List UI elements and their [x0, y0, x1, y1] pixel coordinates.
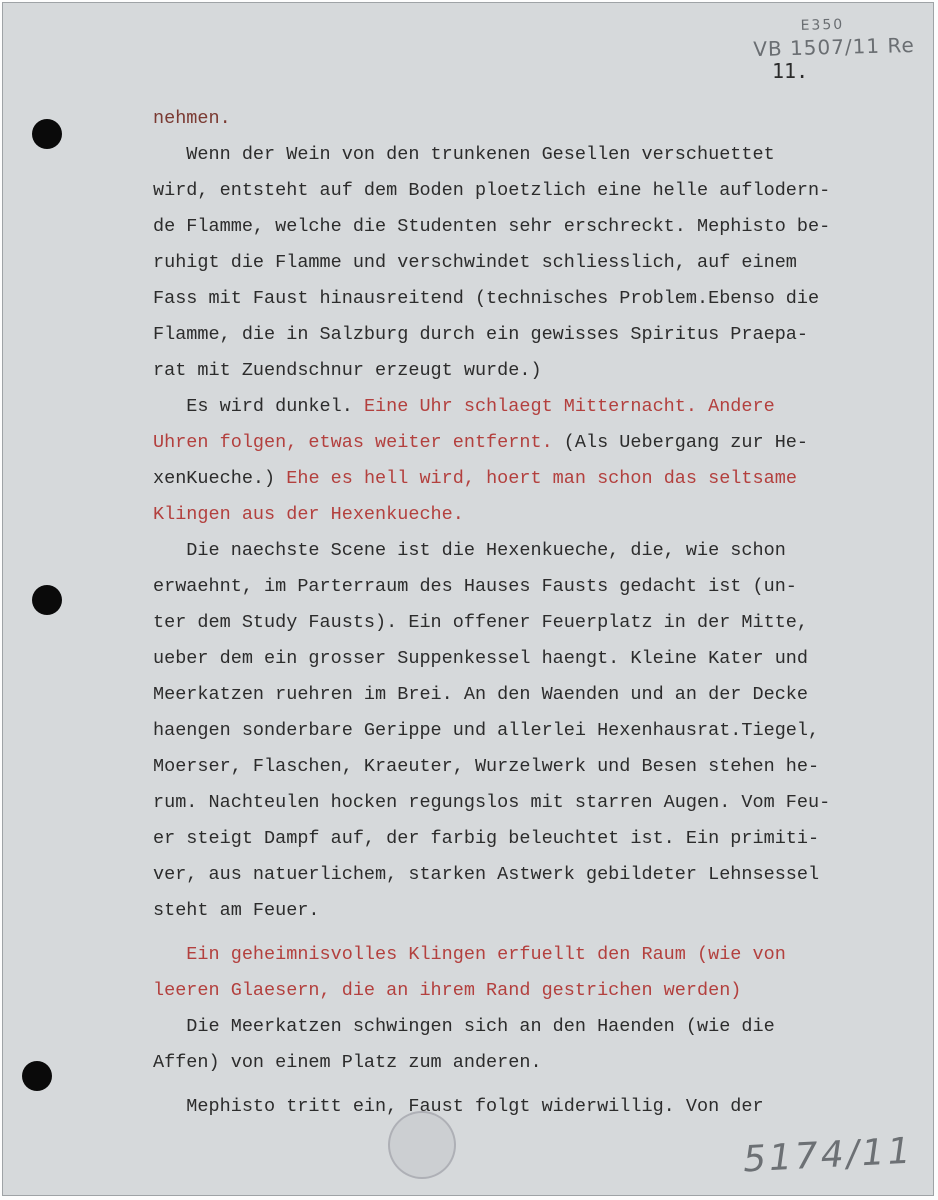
- text-line: [153, 821, 913, 857]
- text-segment: Fass mit Faust hinausreitend (technisches Problem.Ebenso die: [153, 288, 820, 309]
- text-line: [153, 497, 913, 533]
- archive-ref-bottom: VB 1507/11 Re: [753, 32, 916, 62]
- text-line: [153, 533, 913, 569]
- text-segment: rum. Nachteulen hocken regungslos mit starren Augen. Vom Feu-: [153, 792, 831, 813]
- text-line: [153, 137, 913, 173]
- document-page: [2, 2, 934, 1196]
- text-line: [153, 569, 913, 605]
- text-segment: Wenn der Wein von den trunkenen Gesellen verschuettet: [153, 144, 775, 165]
- text-segment: xenKueche.): [153, 468, 287, 489]
- text-segment: Flamme, die in Salzburg durch ein gewisses Spiritus Praepa-: [153, 324, 809, 345]
- text-segment: wird, entsteht auf dem Boden ploetzlich eine helle auflodern-: [153, 180, 831, 201]
- text-segment: (Als Uebergang zur He-: [552, 432, 809, 453]
- text-line: [153, 937, 913, 973]
- archive-stamp: [388, 1111, 456, 1179]
- text-segment: haengen sonderbare Gerippe und allerlei Hexenhausrat.Tiegel,: [153, 720, 820, 741]
- text-segment: nehmen.: [153, 108, 231, 129]
- text-line: [153, 973, 913, 1009]
- text-line: [153, 641, 913, 677]
- punch-hole-bottom: [22, 1061, 52, 1091]
- handwritten-number: 5174/11: [742, 1130, 915, 1181]
- text-line: [153, 101, 913, 137]
- text-line: [153, 281, 913, 317]
- text-line: [153, 353, 913, 389]
- text-segment: Affen) von einem Platz zum anderen.: [153, 1052, 542, 1073]
- text-line: [153, 389, 913, 425]
- text-segment: Mephisto tritt ein, Faust folgt widerwillig. Von der: [153, 1096, 764, 1117]
- text-line: [153, 1045, 913, 1081]
- text-line: [153, 209, 913, 245]
- text-line: [153, 461, 913, 497]
- red-text-segment: leeren Glaesern, die an ihrem Rand gestrichen werden): [153, 980, 742, 1001]
- text-line: [153, 749, 913, 785]
- red-text-segment: Uhren folgen, etwas weiter entfernt.: [153, 432, 553, 453]
- text-segment: ueber dem ein grosser Suppenkessel haengt. Kleine Kater und: [153, 648, 809, 669]
- text-line: [153, 677, 913, 713]
- archive-reference: [753, 15, 916, 61]
- red-text-segment: Ehe es hell wird, hoert man schon das seltsame: [286, 468, 797, 489]
- text-segment: steht am Feuer.: [153, 900, 320, 921]
- text-line: [153, 893, 913, 929]
- text-segment: de Flamme, welche die Studenten sehr erschreckt. Mephisto be-: [153, 216, 831, 237]
- text-segment: erwaehnt, im Parterraum des Hauses Fausts gedacht ist (un-: [153, 576, 797, 597]
- page-number: 11.: [772, 59, 809, 83]
- text-segment: ver, aus natuerlichem, starken Astwerk gebildeter Lehnsessel: [153, 864, 820, 885]
- text-segment: ruhigt die Flamme und verschwindet schliesslich, auf einem: [153, 252, 797, 273]
- typewritten-text: [153, 101, 913, 1125]
- text-segment: Meerkatzen ruehren im Brei. An den Waenden und an der Decke: [153, 684, 809, 705]
- text-line: [153, 785, 913, 821]
- text-line: [153, 245, 913, 281]
- text-segment: Moerser, Flaschen, Kraeuter, Wurzelwerk und Besen stehen he-: [153, 756, 820, 777]
- text-segment: Die Meerkatzen schwingen sich an den Haenden (wie die: [153, 1016, 775, 1037]
- text-segment: Die naechste Scene ist die Hexenkueche, die, wie schon: [153, 540, 786, 561]
- text-segment: ter dem Study Fausts). Ein offener Feuerplatz in der Mitte,: [153, 612, 809, 633]
- text-line: [153, 605, 913, 641]
- text-segment: Es wird dunkel.: [153, 396, 364, 417]
- red-text-segment: Ein geheimnisvolles Klingen erfuellt den Raum (wie von: [153, 944, 786, 965]
- red-text-segment: Eine Uhr schlaegt Mitternacht. Andere: [363, 396, 775, 417]
- text-line: [153, 173, 913, 209]
- text-line: [153, 317, 913, 353]
- archive-ref-top: E350: [800, 16, 845, 34]
- punch-hole-top: [32, 119, 62, 149]
- text-segment: er steigt Dampf auf, der farbig beleuchtet ist. Ein primiti-: [153, 828, 820, 849]
- text-line: [153, 1009, 913, 1045]
- text-line: [153, 713, 913, 749]
- text-line: [153, 425, 913, 461]
- text-line: [153, 857, 913, 893]
- text-line: [153, 1089, 913, 1125]
- punch-hole-middle: [32, 585, 62, 615]
- text-segment: rat mit Zuendschnur erzeugt wurde.): [153, 360, 542, 381]
- red-text-segment: Klingen aus der Hexenkueche.: [153, 504, 464, 525]
